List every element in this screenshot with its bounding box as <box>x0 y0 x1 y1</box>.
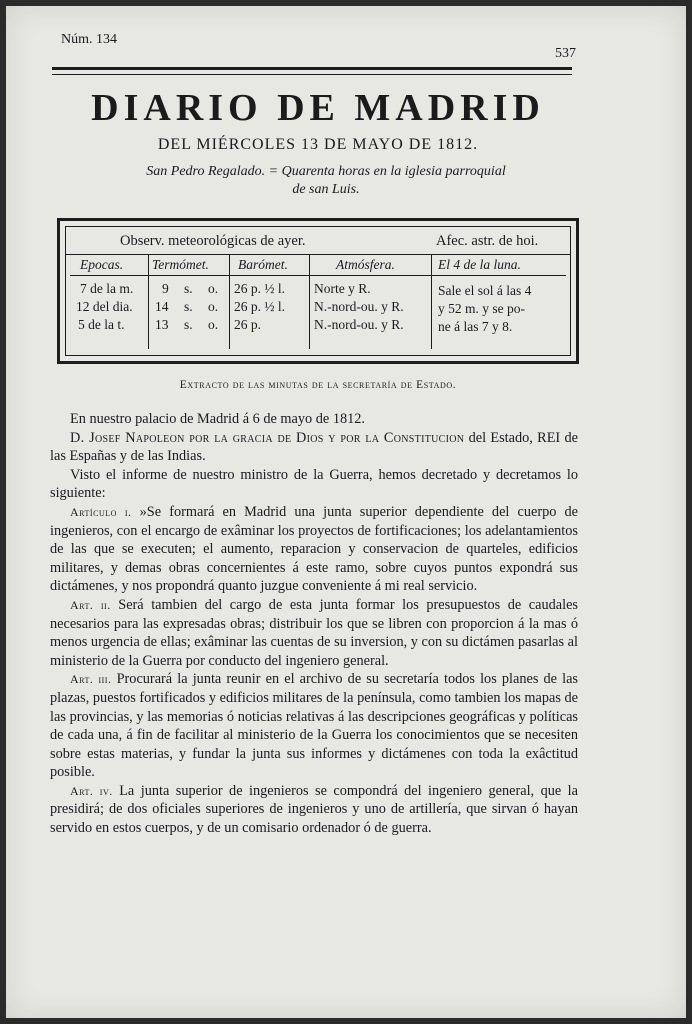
termometro-value: 14 <box>155 299 169 314</box>
masthead-title: DIARIO DE MADRID <box>91 87 545 129</box>
header-divider <box>70 275 566 276</box>
article-intro-title: D. Josef Napoleon por la gracia de Dios y por la Constitucion <box>70 429 465 446</box>
epoca-cell: 5 de la t. <box>78 317 125 332</box>
barometro-cell: 26 p. ½ l. <box>234 281 286 296</box>
column-divider <box>148 254 149 349</box>
article-4-label: Art. iv. <box>70 783 113 798</box>
article-intro-rest: del Estado, REI de las Españas y de las Indias. <box>50 429 579 465</box>
article-body <box>50 410 578 838</box>
col-atmosfera: Atmósfera. <box>336 257 395 272</box>
atmosfera-cell: Norte y R. <box>314 281 371 296</box>
column-divider <box>431 254 432 349</box>
header-rule-thick <box>52 67 572 70</box>
saint-notice <box>66 163 586 199</box>
weather-table-inner <box>65 226 571 356</box>
saint-line-1: San Pedro Regalado. = Quarenta horas en la iglesia parroquial <box>146 164 506 179</box>
epoca-cell: 7 de la m. <box>80 281 134 296</box>
saint-line-2: de san Luis. <box>292 182 360 197</box>
article-3-label: Art. iii. <box>70 672 112 687</box>
termometro-s: s. <box>184 299 193 314</box>
article-2 <box>50 596 578 670</box>
article-1 <box>50 503 578 596</box>
article-1-label: Artículo i. <box>70 504 132 519</box>
article-intro <box>50 429 578 466</box>
issue-number: Núm. 134 <box>61 32 117 47</box>
weather-title: Observ. meteorológicas de ayer. <box>120 233 306 249</box>
page-number: 537 <box>555 46 576 61</box>
termometro-s: s. <box>184 317 193 332</box>
header-rule-thin <box>52 74 572 75</box>
barometro-cell: 26 p. <box>234 317 261 332</box>
column-divider <box>229 254 230 349</box>
col-epocas: Epocas. <box>80 257 124 272</box>
moon-line: Sale el sol á las 4 <box>438 283 532 298</box>
astro-title: Afec. astr. de hoi. <box>436 233 539 249</box>
weather-table <box>57 218 579 364</box>
article-3 <box>50 670 578 782</box>
section-heading: Extracto de las minutas de la secretaría de Estado. <box>179 379 457 391</box>
col-termometro: Termómet. <box>152 257 209 272</box>
article-1-text: »Se formará en Madrid una junta superior dependiente del cuerpo de ingenieros, con el encargo de exâminar los proyectos de fortificaciones; los adelantamientos de las que se executen; el aumento, reparacion y conservacion de quarteles, edificios militares, y demas obras concernientes á este ramo, sobre cuyos puntos expondrá sus dictámenes, y nos propondrá quanto juzgue conveniente á mi real servicio. <box>50 503 578 595</box>
column-divider <box>309 254 310 349</box>
col-luna: El 4 de la luna. <box>438 257 521 272</box>
issue-date: DEL MIÉRCOLES 13 DE MAYO DE 1812. <box>157 136 479 153</box>
barometro-cell: 26 p. ½ l. <box>234 299 286 314</box>
article-2-label: Art. ii. <box>70 597 111 612</box>
article-4-text: La junta superior de ingenieros se compondrá del ingeniero general, que la presidirá; de dos oficiales superiores de ingenieros y uno de artillería, que sirvan ó hayan servido en estos cuerpos, y de un comisario ordenador ó de guerra. <box>50 782 578 837</box>
col-barometro: Barómet. <box>238 257 288 272</box>
termometro-s: s. <box>184 281 193 296</box>
epoca-cell: 12 del dia. <box>76 299 133 314</box>
atmosfera-cell: N.-nord-ou. y R. <box>314 299 404 314</box>
article-2-text: Será tambien del cargo de esta junta formar los presupuestos de caudales necesarios para las expresadas obras; distribuir los que se libren con proporcion á la mas ó menos urgencia de ellas; exâminar las cuentas de su inversion, y con su dictámen pasarlas al ministerio de la Guerra por conducto del ingeniero general. <box>50 596 579 669</box>
article-dateline: En nuestro palacio de Madrid á 6 de mayo de 1812. <box>70 411 365 427</box>
termometro-o: o. <box>208 299 219 314</box>
termometro-o: o. <box>208 281 219 296</box>
termometro-value: 9 <box>162 281 169 296</box>
newspaper-page <box>6 6 686 1018</box>
article-3-text: Procurará la junta reunir en el archivo de su secretaría todos los planes de las plazas, puestos fortificados y edificios militares de la península, como tambien los mapas de las provincias, y las memorias ó noticias relativas á las descripciones geográficas y políticas de cada una, á fin de facilitar al ministerio de la Guerra los conocimientos que se necesiten sobre estas materias, y fundar la junta sus informes y dictámenes con toda la exâctitud posible. <box>50 671 578 781</box>
article-visto: Visto el informe de nuestro ministro de la Guerra, hemos decretado y decretamos lo siguiente: <box>50 466 578 502</box>
article-4 <box>50 782 578 838</box>
moon-line: y 52 m. y se po- <box>438 301 525 316</box>
termometro-o: o. <box>208 317 219 332</box>
termometro-value: 13 <box>155 317 169 332</box>
moon-line: ne á las 7 y 8. <box>438 319 513 334</box>
atmosfera-cell: N.-nord-ou. y R. <box>314 317 404 332</box>
table-divider <box>66 254 570 255</box>
